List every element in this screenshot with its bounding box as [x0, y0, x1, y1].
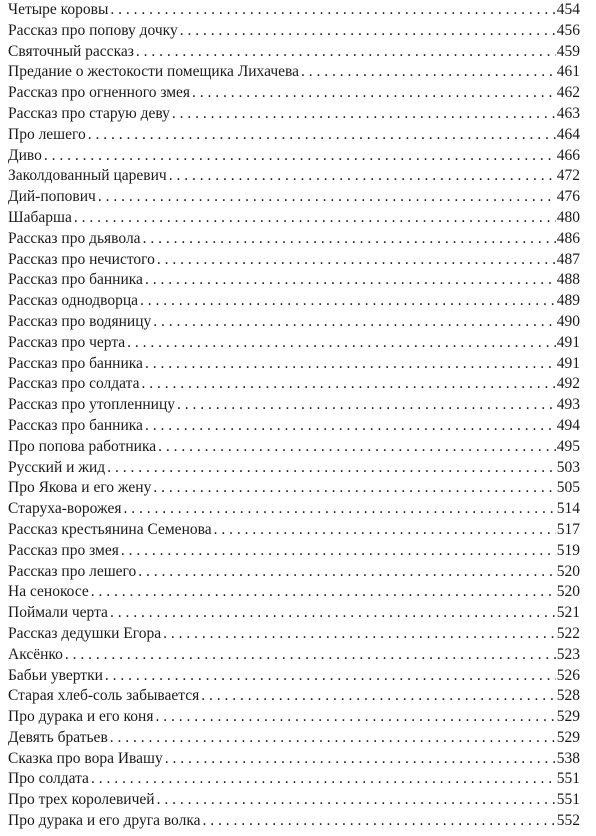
toc-entry-page-number: 456 — [556, 21, 580, 39]
toc-entry-title: Рассказ про банника — [8, 271, 143, 289]
toc-entry-title: Четыре коровы — [8, 1, 109, 18]
toc-entry-title: Про дурака и его друга волка — [8, 812, 201, 830]
dot-leader — [140, 291, 556, 312]
toc-entry — [8, 811, 580, 832]
toc-entry — [8, 83, 580, 104]
toc-entry-page-number: 461 — [556, 63, 580, 81]
dot-leader — [163, 624, 556, 645]
dot-leader — [180, 21, 556, 42]
toc-entry — [8, 104, 580, 125]
dot-leader — [107, 458, 556, 479]
toc-entry — [8, 208, 580, 229]
toc-entry-title: Русский и жид — [8, 458, 106, 476]
toc-entry-title: Святочный рассказ — [8, 42, 134, 60]
toc-entry-title: Аксёнко — [8, 645, 63, 663]
dot-leader — [91, 582, 556, 603]
toc-entry-page-number: 529 — [556, 728, 580, 746]
toc-entry-page-number: 466 — [556, 146, 580, 164]
toc-entry-page-number: 551 — [556, 770, 580, 788]
toc-entry-page-number: 493 — [556, 396, 580, 414]
dot-leader — [105, 666, 556, 687]
toc-entry-title: Старуха-ворожея — [8, 500, 122, 518]
dot-leader — [88, 125, 556, 146]
toc-entry-page-number: 491 — [556, 333, 580, 351]
toc-entry-title: Рассказ про огненного змея — [8, 84, 191, 102]
toc-entry-title: Рассказ про утопленницу — [8, 396, 176, 414]
toc-entry-page-number: 462 — [556, 84, 580, 102]
toc-entry — [8, 666, 580, 687]
toc-entry — [8, 21, 580, 42]
toc-entry — [8, 478, 580, 499]
toc-entry-title: Шабарша — [8, 208, 72, 226]
toc-entry-page-number: 476 — [556, 188, 580, 206]
dot-leader — [145, 270, 556, 291]
toc-entry-title: Рассказ про нечистого — [8, 250, 155, 268]
toc-entry-page-number: 521 — [556, 604, 580, 622]
toc-entry — [8, 270, 580, 291]
toc-entry — [8, 416, 580, 437]
toc-entry-page-number: 538 — [556, 749, 580, 767]
dot-leader — [192, 83, 556, 104]
toc-entry — [8, 229, 580, 250]
dot-leader — [157, 250, 556, 271]
toc-entry-page-number: 528 — [556, 687, 580, 705]
toc-entry-title: Девять братьев — [8, 728, 108, 746]
toc-entry-page-number: 505 — [556, 479, 580, 497]
toc-entry-title: Про Якова и его жену — [8, 479, 152, 497]
dot-leader — [301, 62, 556, 83]
toc-entry-page-number: 494 — [556, 416, 580, 434]
toc-entry-title: Старая хлеб-соль забывается — [8, 687, 200, 705]
toc-entry-page-number: 459 — [556, 42, 580, 60]
toc-entry — [8, 0, 580, 21]
toc-entry-title: Про трех королевичей — [8, 791, 155, 809]
dot-leader — [138, 562, 555, 583]
toc-entry-title: Заколдованный царевич — [8, 167, 167, 185]
dot-leader — [169, 166, 556, 187]
toc-entry — [8, 437, 580, 458]
toc-entry — [8, 291, 580, 312]
toc-entry-title: Рассказ дедушки Егора — [8, 624, 162, 642]
toc-entry-page-number: 492 — [556, 375, 580, 393]
toc-entry-page-number: 463 — [556, 104, 580, 122]
dot-leader — [143, 229, 556, 250]
toc-entry-title: Рассказ про банника — [8, 354, 143, 372]
toc-entry — [8, 374, 580, 395]
toc-entry-title: Рассказ про лешего — [8, 562, 137, 580]
toc-entry-title: Про дурака и его коня — [8, 708, 154, 726]
toc-entry-page-number: 551 — [556, 791, 580, 809]
toc-entry-page-number: 490 — [556, 312, 580, 330]
dot-leader — [172, 104, 556, 125]
toc-entry-title: Рассказ про дьявола — [8, 229, 141, 247]
dot-leader — [203, 811, 556, 832]
dot-leader — [153, 312, 555, 333]
toc-entry — [8, 62, 580, 83]
dot-leader — [110, 0, 555, 21]
toc-entry-title: Рассказ про солдата — [8, 375, 140, 393]
toc-entry-title: Сказка про вора Ивашу — [8, 749, 163, 767]
dot-leader — [145, 354, 556, 375]
toc-entry-page-number: 526 — [556, 666, 580, 684]
toc-entry-page-number: 491 — [556, 354, 580, 372]
dot-leader — [121, 541, 556, 562]
dot-leader — [158, 437, 556, 458]
toc-entry — [8, 541, 580, 562]
toc-entry-title: Диво — [8, 146, 42, 164]
toc-entry-page-number: 503 — [556, 458, 580, 476]
toc-entry-page-number: 487 — [556, 250, 580, 268]
toc-entry — [8, 769, 580, 790]
toc-entry-page-number: 523 — [556, 645, 580, 663]
toc-entry-title: Предание о жестокости помещика Лихачева — [8, 63, 300, 81]
toc-entry — [8, 686, 580, 707]
dot-leader — [65, 645, 556, 666]
toc-entry-page-number: 517 — [556, 520, 580, 538]
toc-entry — [8, 458, 580, 479]
toc-entry — [8, 354, 580, 375]
dot-leader — [110, 603, 556, 624]
toc-entry — [8, 624, 580, 645]
toc-entry-page-number: 488 — [556, 271, 580, 289]
table-of-contents — [8, 0, 580, 832]
toc-entry-title: Рассказ крестьянина Семенова — [8, 520, 212, 538]
toc-entry-page-number: 520 — [556, 562, 580, 580]
dot-leader — [214, 520, 556, 541]
dot-leader — [110, 728, 556, 749]
toc-entry — [8, 395, 580, 416]
toc-entry — [8, 187, 580, 208]
toc-entry-page-number: 529 — [556, 708, 580, 726]
toc-entry-title: Поймали черта — [8, 604, 108, 622]
toc-entry — [8, 728, 580, 749]
toc-entry-page-number: 486 — [556, 229, 580, 247]
dot-leader — [145, 416, 556, 437]
toc-entry-page-number: 520 — [556, 583, 580, 601]
toc-entry-title: Про солдата — [8, 770, 89, 788]
toc-entry-page-number: 519 — [556, 541, 580, 559]
dot-leader — [136, 42, 556, 63]
dot-leader — [201, 686, 555, 707]
toc-entry-title: Про попова работника — [8, 437, 157, 455]
toc-entry — [8, 790, 580, 811]
toc-entry — [8, 562, 580, 583]
toc-entry-page-number: 480 — [556, 208, 580, 226]
toc-entry-title: Рассказ про водяницу — [8, 312, 152, 330]
dot-leader — [141, 374, 555, 395]
toc-entry — [8, 645, 580, 666]
toc-entry-title: Рассказ однодворца — [8, 292, 138, 310]
dot-leader — [177, 395, 556, 416]
toc-entry — [8, 582, 580, 603]
toc-entry — [8, 42, 580, 63]
toc-entry-page-number: 495 — [556, 437, 580, 455]
toc-entry — [8, 312, 580, 333]
dot-leader — [91, 769, 556, 790]
dot-leader — [155, 707, 555, 728]
toc-entry-page-number: 552 — [556, 812, 580, 830]
dot-leader — [127, 333, 556, 354]
toc-entry — [8, 333, 580, 354]
toc-entry-title: Рассказ про черта — [8, 333, 126, 351]
toc-entry-title: Рассказ про змея — [8, 541, 119, 559]
toc-entry-page-number: 464 — [556, 125, 580, 143]
toc-entry-title: Бабьи увертки — [8, 666, 103, 684]
toc-entry — [8, 146, 580, 167]
toc-entry-title: На сенокосе — [8, 583, 89, 601]
toc-entry-page-number: 454 — [556, 1, 580, 18]
toc-entry — [8, 707, 580, 728]
dot-leader — [44, 146, 556, 167]
dot-leader — [123, 499, 555, 520]
toc-entry — [8, 166, 580, 187]
dot-leader — [153, 478, 555, 499]
toc-entry-title: Рассказ про банника — [8, 416, 143, 434]
toc-entry-title: Рассказ про попову дочку — [8, 21, 178, 39]
toc-entry-page-number: 522 — [556, 624, 580, 642]
dot-leader — [74, 208, 556, 229]
toc-entry-page-number: 489 — [556, 292, 580, 310]
toc-entry-title: Рассказ про старую деву — [8, 104, 170, 122]
toc-entry — [8, 125, 580, 146]
toc-entry-page-number: 514 — [556, 500, 580, 518]
dot-leader — [165, 749, 556, 770]
toc-entry — [8, 499, 580, 520]
toc-entry — [8, 250, 580, 271]
toc-entry-title: Дий-попович — [8, 188, 96, 206]
toc-entry — [8, 520, 580, 541]
toc-entry — [8, 749, 580, 770]
toc-entry — [8, 603, 580, 624]
toc-entry-title: Про лешего — [8, 125, 86, 143]
dot-leader — [98, 187, 556, 208]
toc-entry-page-number: 472 — [556, 167, 580, 185]
dot-leader — [157, 790, 556, 811]
